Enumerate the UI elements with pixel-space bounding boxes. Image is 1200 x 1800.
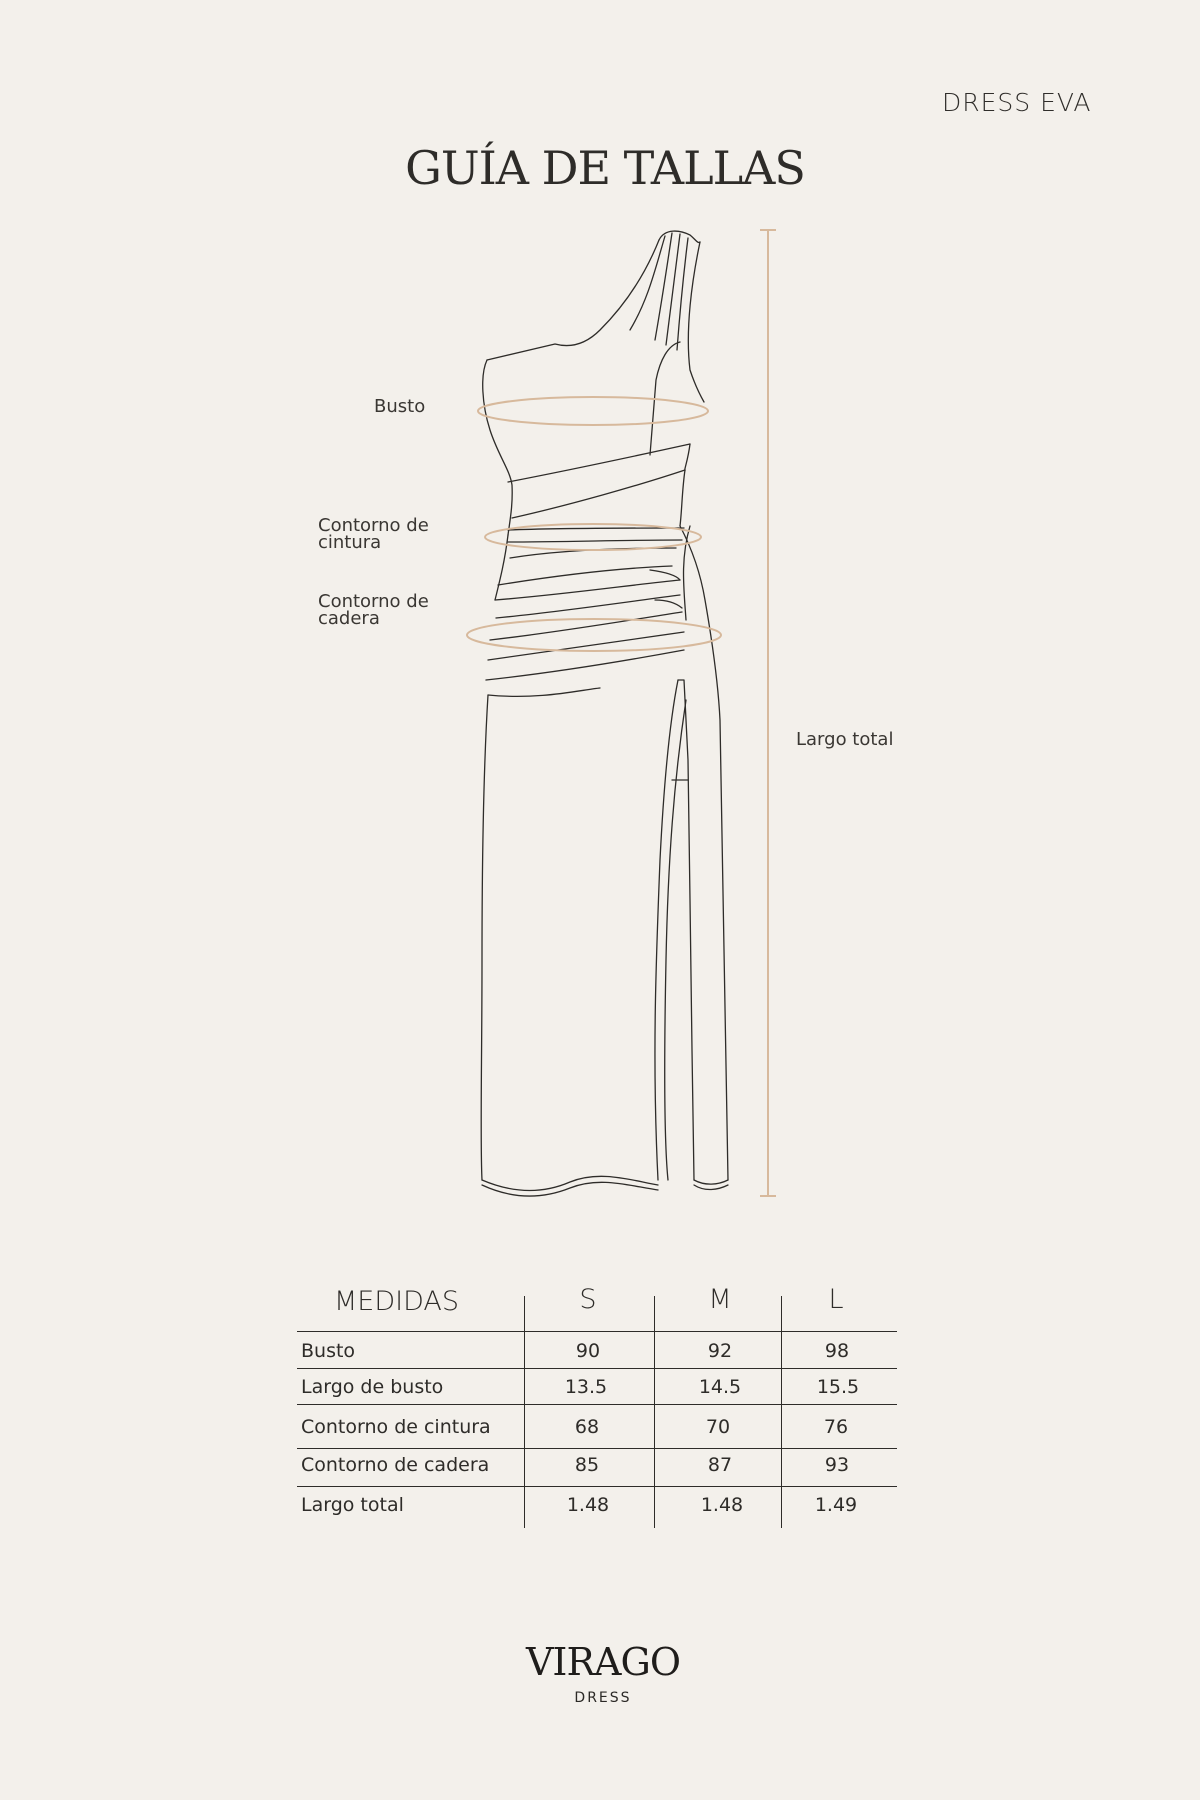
brand-logo: VIRAGO (525, 1640, 680, 1684)
page-title: GUÍA DE TALLAS (405, 140, 805, 195)
table-header-size-m: M (708, 1284, 732, 1315)
cell-busto-l: 98 (824, 1340, 850, 1362)
label-cadera-2: cadera (318, 608, 380, 629)
cell-largo-total-m: 1.48 (700, 1494, 744, 1516)
row-divider (297, 1486, 897, 1487)
cell-largo-total-s: 1.48 (566, 1494, 610, 1516)
row-divider (297, 1404, 897, 1405)
table-header-size-l: L (828, 1284, 844, 1315)
cell-largo-busto-l: 15.5 (816, 1376, 860, 1398)
row-label-contorno-cadera: Contorno de cadera (301, 1454, 490, 1476)
cell-busto-s: 90 (575, 1340, 601, 1362)
row-label-largo-total: Largo total (301, 1494, 404, 1516)
cell-busto-m: 92 (707, 1340, 733, 1362)
label-largo-total: Largo total (796, 729, 894, 750)
cell-cintura-m: 70 (705, 1416, 731, 1438)
cell-cadera-m: 87 (707, 1454, 733, 1476)
product-name: DRESS EVA (942, 88, 1092, 117)
cell-cadera-l: 93 (824, 1454, 850, 1476)
cell-largo-busto-s: 13.5 (564, 1376, 608, 1398)
row-divider (297, 1448, 897, 1449)
row-label-largo-busto: Largo de busto (301, 1376, 444, 1398)
col-divider (781, 1296, 782, 1528)
hip-ring (467, 619, 721, 651)
label-cintura-2: cintura (318, 532, 382, 553)
row-divider (297, 1368, 897, 1369)
col-divider (524, 1296, 525, 1528)
dress-outline (481, 231, 728, 1196)
measurement-marks (467, 230, 776, 1196)
label-cadera-1: Contorno de (318, 591, 429, 612)
bust-ring (478, 397, 708, 425)
cell-cintura-l: 76 (823, 1416, 849, 1438)
cell-cintura-s: 68 (574, 1416, 600, 1438)
cell-largo-busto-m: 14.5 (698, 1376, 742, 1398)
table-header-size-s: S (579, 1284, 597, 1315)
cell-largo-total-l: 1.49 (814, 1494, 858, 1516)
label-cintura-1: Contorno de (318, 515, 429, 536)
row-divider (297, 1331, 897, 1332)
table-header-medidas: MEDIDAS (334, 1286, 460, 1317)
cell-cadera-s: 85 (574, 1454, 600, 1476)
label-busto: Busto (374, 396, 426, 417)
col-divider (654, 1296, 655, 1528)
row-label-busto: Busto (301, 1340, 356, 1362)
row-label-contorno-cintura: Contorno de cintura (301, 1416, 491, 1438)
brand-subtitle: DRESS (574, 1690, 632, 1706)
